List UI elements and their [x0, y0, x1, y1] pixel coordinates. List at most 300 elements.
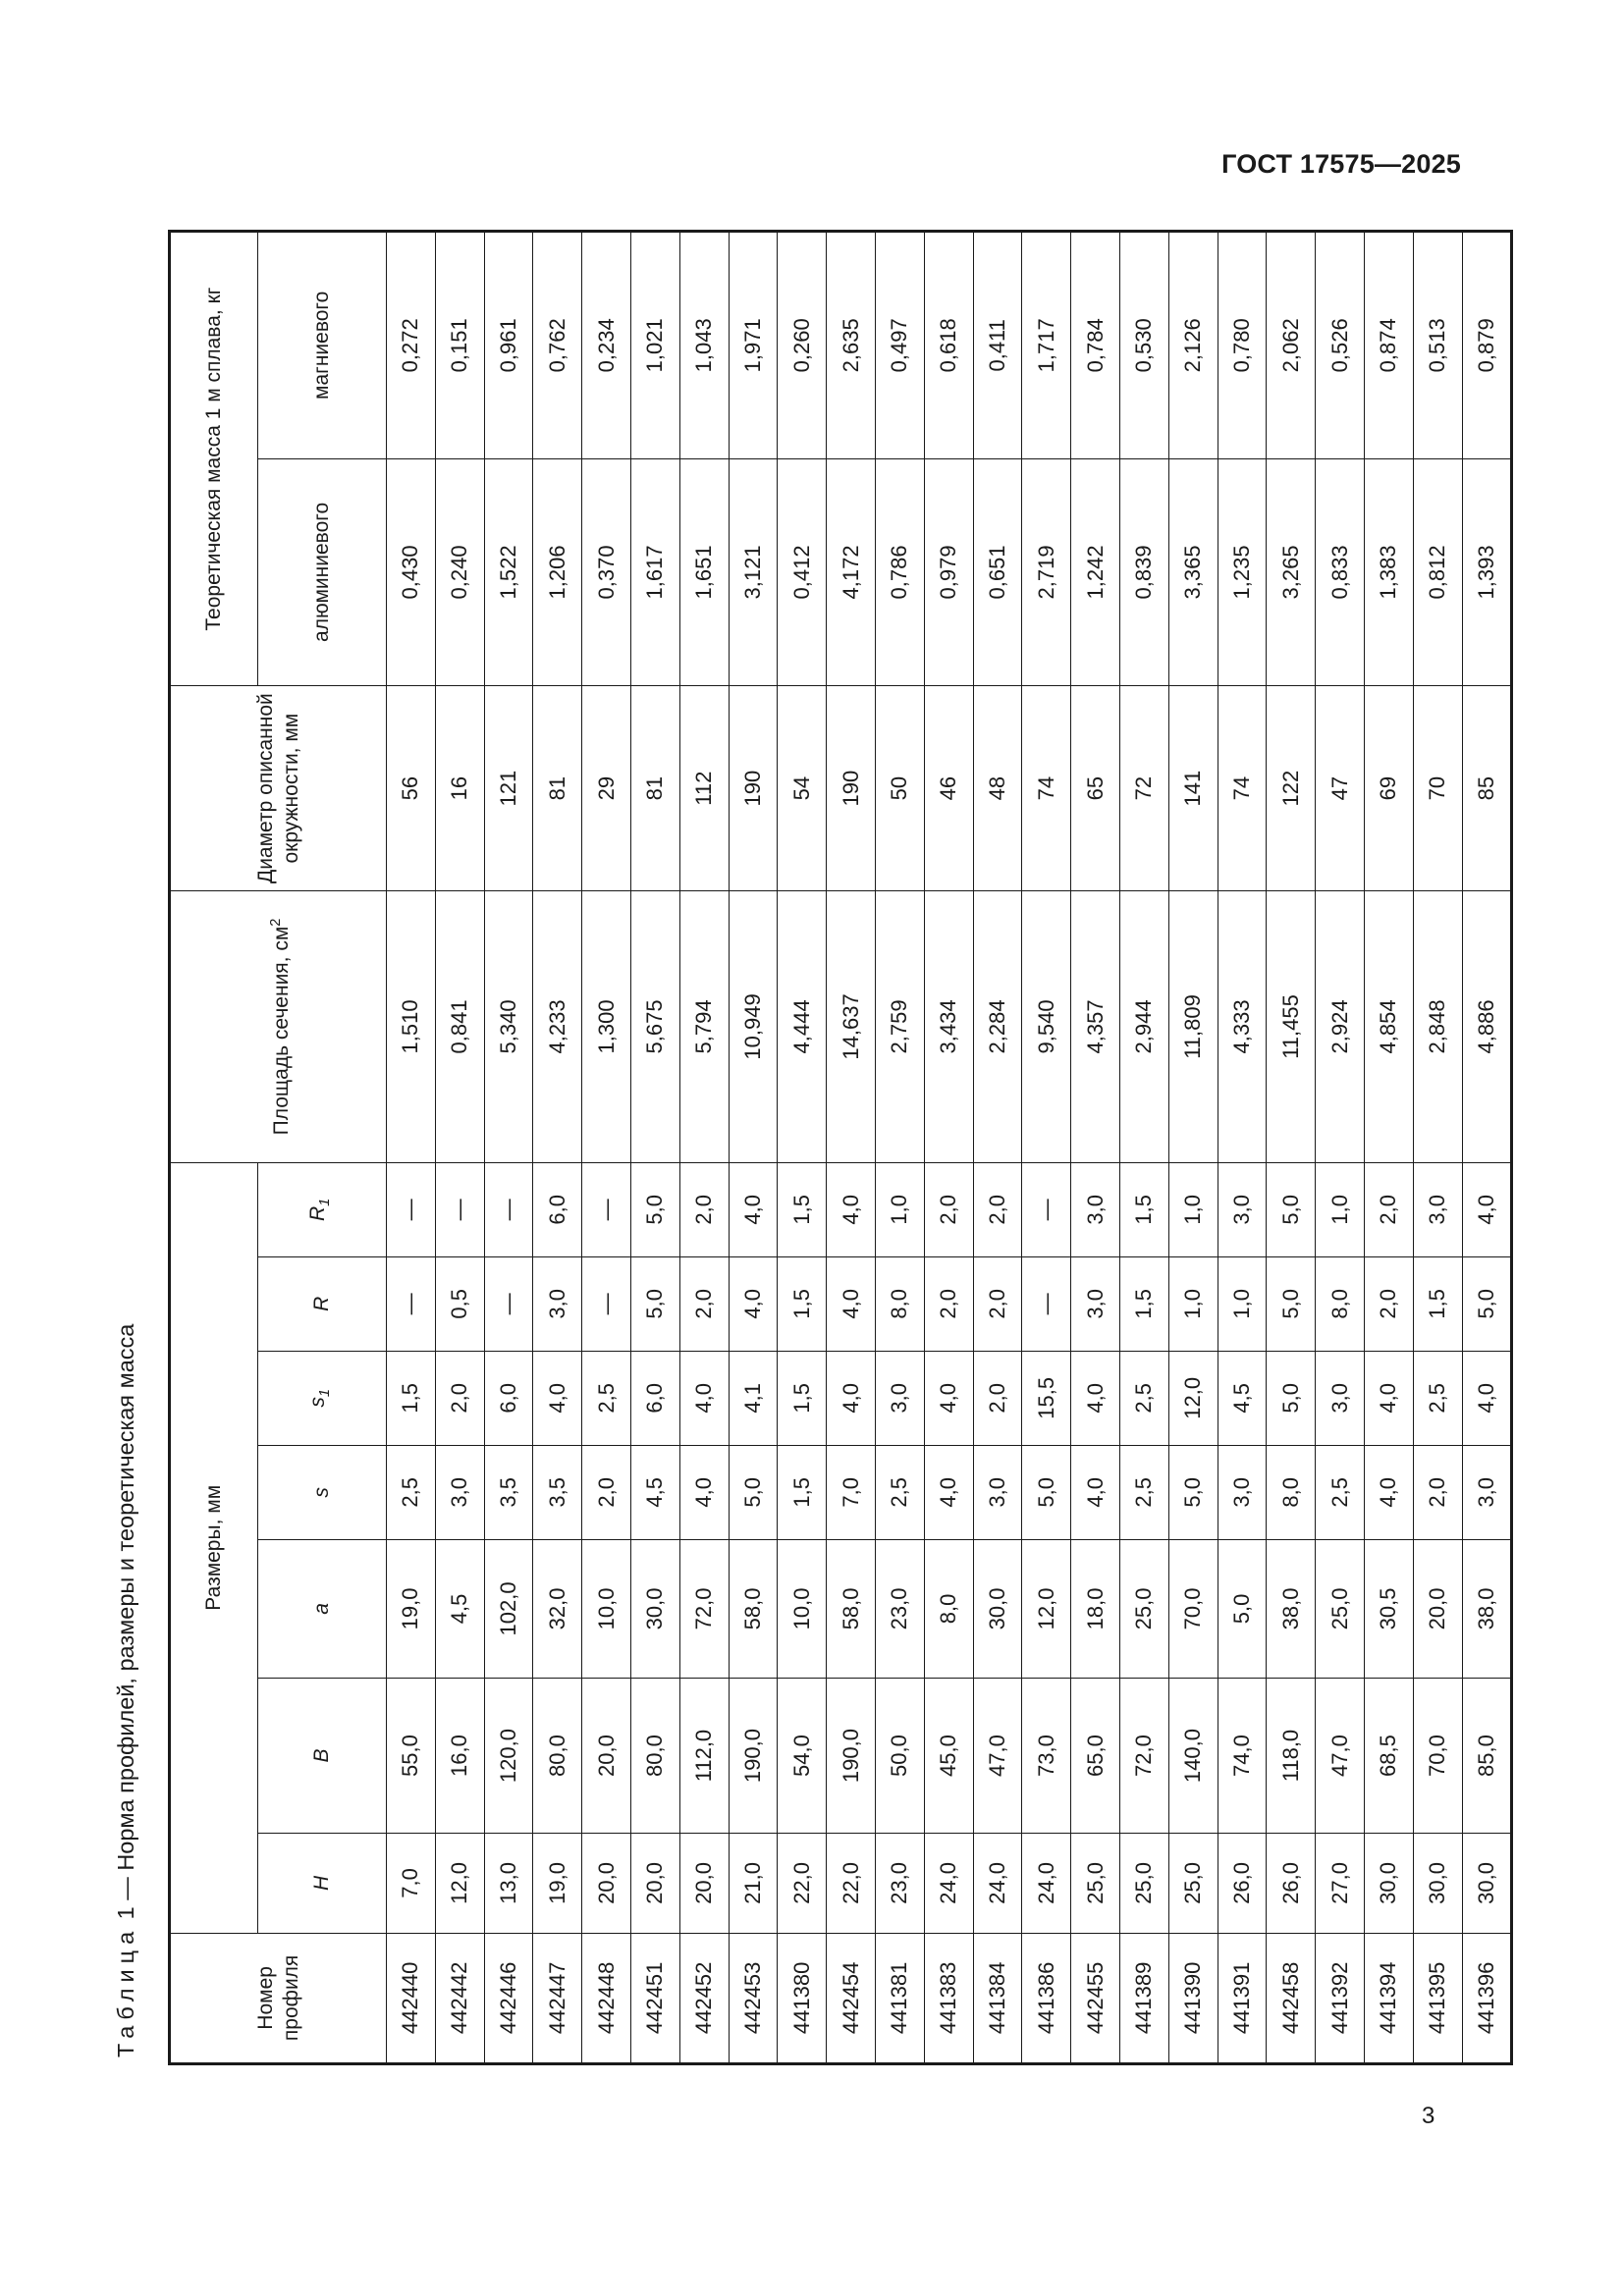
cell-diam: 70 [1413, 686, 1462, 891]
cell-al: 1,651 [679, 458, 729, 686]
header-R1-sub: 1 [317, 1198, 334, 1206]
cell-area: 1,510 [387, 891, 436, 1163]
cell-R1: 2,0 [973, 1162, 1022, 1256]
table-row [729, 232, 778, 2064]
cell-B: 80,0 [533, 1678, 582, 1833]
cell-area: 5,340 [484, 891, 533, 1163]
cell-H: 30,0 [1413, 1834, 1462, 1934]
cell-no: 442454 [827, 1933, 876, 2063]
cell-R1: — [582, 1162, 631, 1256]
table-row [1462, 232, 1512, 2064]
cell-B: 68,5 [1364, 1678, 1413, 1833]
cell-R1: 1,0 [1168, 1162, 1218, 1256]
cell-R: — [1022, 1256, 1071, 1351]
cell-mg: 1,717 [1022, 232, 1071, 459]
cell-R1: 3,0 [1413, 1162, 1462, 1256]
cell-diam: 72 [1119, 686, 1168, 891]
table-row [1168, 232, 1218, 2064]
cell-area: 4,233 [533, 891, 582, 1163]
cell-B: 190,0 [827, 1678, 876, 1833]
cell-s1: 12,0 [1168, 1351, 1218, 1445]
cell-diam: 74 [1218, 686, 1267, 891]
header-profile-number: Номер профиля [170, 1933, 387, 2063]
table-row [1364, 232, 1413, 2064]
cell-s1: 4,0 [679, 1351, 729, 1445]
cell-a: 25,0 [1316, 1539, 1365, 1678]
cell-s1: 2,5 [1413, 1351, 1462, 1445]
cell-s1: 6,0 [484, 1351, 533, 1445]
cell-R: 8,0 [875, 1256, 924, 1351]
cell-area: 3,434 [924, 891, 973, 1163]
cell-R1: 4,0 [827, 1162, 876, 1256]
table-row [387, 232, 436, 2064]
cell-no: 441386 [1022, 1933, 1071, 2063]
profiles-table [168, 230, 1513, 2065]
cell-R: 0,5 [435, 1256, 484, 1351]
cell-s: 3,0 [1218, 1445, 1267, 1539]
cell-s1: 4,0 [1364, 1351, 1413, 1445]
header-R1-base: R [306, 1205, 330, 1221]
cell-R: 1,5 [778, 1256, 827, 1351]
cell-R: 1,5 [1119, 1256, 1168, 1351]
cell-a: 30,0 [973, 1539, 1022, 1678]
cell-R1: 6,0 [533, 1162, 582, 1256]
cell-B: 47,0 [973, 1678, 1022, 1833]
cell-area: 2,924 [1316, 891, 1365, 1163]
cell-B: 55,0 [387, 1678, 436, 1833]
header-s1-sub: 1 [317, 1388, 334, 1398]
cell-area: 2,848 [1413, 891, 1462, 1163]
cell-s: 2,5 [875, 1445, 924, 1539]
cell-R1: 1,0 [875, 1162, 924, 1256]
cell-mg: 0,272 [387, 232, 436, 459]
header-area [170, 891, 387, 1163]
cell-H: 21,0 [729, 1834, 778, 1934]
cell-s: 3,5 [533, 1445, 582, 1539]
cell-H: 30,0 [1364, 1834, 1413, 1934]
cell-R1: 2,0 [1364, 1162, 1413, 1256]
cell-s: 4,0 [1071, 1445, 1120, 1539]
cell-no: 442442 [435, 1933, 484, 2063]
cell-mg: 0,526 [1316, 232, 1365, 459]
cell-a: 18,0 [1071, 1539, 1120, 1678]
cell-R1: 5,0 [630, 1162, 679, 1256]
cell-R: 3,0 [1071, 1256, 1120, 1351]
cell-diam: 69 [1364, 686, 1413, 891]
cell-s: 4,0 [679, 1445, 729, 1539]
cell-R: 2,0 [1364, 1256, 1413, 1351]
cell-R: 2,0 [973, 1256, 1022, 1351]
cell-al: 2,719 [1022, 458, 1071, 686]
cell-no: 441383 [924, 1933, 973, 2063]
cell-B: 20,0 [582, 1678, 631, 1833]
cell-s: 8,0 [1267, 1445, 1316, 1539]
cell-no: 442453 [729, 1933, 778, 2063]
cell-al: 3,265 [1267, 458, 1316, 686]
cell-al: 0,370 [582, 458, 631, 686]
cell-area: 2,759 [875, 891, 924, 1163]
cell-no: 442452 [679, 1933, 729, 2063]
table-row [582, 232, 631, 2064]
cell-area: 2,944 [1119, 891, 1168, 1163]
cell-area: 5,675 [630, 891, 679, 1163]
cell-s1: 15,5 [1022, 1351, 1071, 1445]
table-row [1218, 232, 1267, 2064]
cell-al: 0,812 [1413, 458, 1462, 686]
cell-B: 72,0 [1119, 1678, 1168, 1833]
cell-no: 442440 [387, 1933, 436, 2063]
cell-mg: 1,021 [630, 232, 679, 459]
table-row [827, 232, 876, 2064]
cell-diam: 56 [387, 686, 436, 891]
cell-s: 2,0 [582, 1445, 631, 1539]
table-row [778, 232, 827, 2064]
header-s1 [258, 1351, 387, 1445]
table-row [1267, 232, 1316, 2064]
cell-R: 4,0 [729, 1256, 778, 1351]
cell-R: 1,0 [1168, 1256, 1218, 1351]
cell-mg: 0,497 [875, 232, 924, 459]
cell-mg: 0,874 [1364, 232, 1413, 459]
cell-s: 3,0 [973, 1445, 1022, 1539]
cell-al: 0,651 [973, 458, 1022, 686]
cell-al: 1,383 [1364, 458, 1413, 686]
cell-H: 20,0 [630, 1834, 679, 1934]
cell-s: 2,0 [1413, 1445, 1462, 1539]
cell-B: 70,0 [1413, 1678, 1462, 1833]
cell-diam: 190 [827, 686, 876, 891]
header-s: s [258, 1445, 387, 1539]
cell-no: 442446 [484, 1933, 533, 2063]
header-mass: Теоретическая масса 1 м сплава, кг [170, 232, 258, 686]
cell-area: 10,949 [729, 891, 778, 1163]
cell-area: 11,455 [1267, 891, 1316, 1163]
standard-code: ГОСТ 17575—2025 [1221, 149, 1461, 179]
cell-mg: 0,762 [533, 232, 582, 459]
cell-diam: 65 [1071, 686, 1120, 891]
cell-area: 4,333 [1218, 891, 1267, 1163]
cell-s1: 3,0 [875, 1351, 924, 1445]
rotated-table-block [113, 230, 1498, 2065]
cell-R1: — [1022, 1162, 1071, 1256]
cell-area: 4,357 [1071, 891, 1120, 1163]
cell-diam: 54 [778, 686, 827, 891]
cell-a: 32,0 [533, 1539, 582, 1678]
cell-H: 22,0 [778, 1834, 827, 1934]
cell-s1: 4,0 [924, 1351, 973, 1445]
table-row [973, 232, 1022, 2064]
cell-B: 50,0 [875, 1678, 924, 1833]
cell-R: 4,0 [827, 1256, 876, 1351]
cell-s: 5,0 [1022, 1445, 1071, 1539]
cell-a: 58,0 [827, 1539, 876, 1678]
cell-no: 441381 [875, 1933, 924, 2063]
cell-al: 1,206 [533, 458, 582, 686]
cell-area: 14,637 [827, 891, 876, 1163]
cell-a: 19,0 [387, 1539, 436, 1678]
header-diameter: Диаметр описанной окружности, мм [170, 686, 387, 891]
cell-mg: 0,961 [484, 232, 533, 459]
cell-R1: 1,5 [778, 1162, 827, 1256]
cell-H: 26,0 [1218, 1834, 1267, 1934]
cell-s: 4,5 [630, 1445, 679, 1539]
cell-a: 10,0 [582, 1539, 631, 1678]
cell-B: 54,0 [778, 1678, 827, 1833]
cell-H: 30,0 [1462, 1834, 1512, 1934]
cell-mg: 0,513 [1413, 232, 1462, 459]
cell-diam: 47 [1316, 686, 1365, 891]
cell-R: 3,0 [533, 1256, 582, 1351]
cell-diam: 29 [582, 686, 631, 891]
header-B: B [258, 1678, 387, 1833]
cell-s1: 2,0 [973, 1351, 1022, 1445]
header-H: H [258, 1834, 387, 1934]
cell-al: 1,242 [1071, 458, 1120, 686]
cell-B: 45,0 [924, 1678, 973, 1833]
cell-no: 441389 [1119, 1933, 1168, 2063]
cell-al: 0,786 [875, 458, 924, 686]
cell-R1: — [435, 1162, 484, 1256]
table-row [1071, 232, 1120, 2064]
cell-H: 22,0 [827, 1834, 876, 1934]
cell-al: 4,172 [827, 458, 876, 686]
table-row [924, 232, 973, 2064]
cell-H: 13,0 [484, 1834, 533, 1934]
cell-H: 23,0 [875, 1834, 924, 1934]
cell-s: 5,0 [729, 1445, 778, 1539]
cell-R: 1,0 [1218, 1256, 1267, 1351]
cell-R1: 3,0 [1218, 1162, 1267, 1256]
table-row [875, 232, 924, 2064]
cell-R: — [387, 1256, 436, 1351]
cell-R1: 4,0 [1462, 1162, 1512, 1256]
cell-diam: 81 [630, 686, 679, 891]
cell-s: 5,0 [1168, 1445, 1218, 1539]
cell-B: 74,0 [1218, 1678, 1267, 1833]
cell-mg: 0,234 [582, 232, 631, 459]
cell-H: 24,0 [973, 1834, 1022, 1934]
cell-B: 73,0 [1022, 1678, 1071, 1833]
cell-mg: 0,151 [435, 232, 484, 459]
cell-diam: 122 [1267, 686, 1316, 891]
header-mass-magnesium: магниевого [258, 232, 387, 459]
cell-s: 3,5 [484, 1445, 533, 1539]
cell-a: 72,0 [679, 1539, 729, 1678]
cell-no: 441384 [973, 1933, 1022, 2063]
cell-no: 441392 [1316, 1933, 1365, 2063]
cell-B: 120,0 [484, 1678, 533, 1833]
cell-B: 80,0 [630, 1678, 679, 1833]
header-a: a [258, 1539, 387, 1678]
cell-s1: 6,0 [630, 1351, 679, 1445]
cell-B: 118,0 [1267, 1678, 1316, 1833]
header-R: R [258, 1256, 387, 1351]
cell-s1: 4,1 [729, 1351, 778, 1445]
cell-diam: 121 [484, 686, 533, 891]
cell-H: 25,0 [1168, 1834, 1218, 1934]
cell-B: 47,0 [1316, 1678, 1365, 1833]
cell-area: 4,854 [1364, 891, 1413, 1163]
cell-s: 7,0 [827, 1445, 876, 1539]
cell-R: 5,0 [1462, 1256, 1512, 1351]
cell-mg: 0,260 [778, 232, 827, 459]
cell-no: 442451 [630, 1933, 679, 2063]
cell-s1: 3,0 [1316, 1351, 1365, 1445]
cell-a: 5,0 [1218, 1539, 1267, 1678]
cell-a: 30,0 [630, 1539, 679, 1678]
cell-area: 2,284 [973, 891, 1022, 1163]
header-s1-base: s [306, 1397, 330, 1408]
cell-a: 23,0 [875, 1539, 924, 1678]
header-mass-aluminium: алюминиевого [258, 458, 387, 686]
cell-mg: 0,879 [1462, 232, 1512, 459]
cell-R: 8,0 [1316, 1256, 1365, 1351]
cell-no: 441391 [1218, 1933, 1267, 2063]
cell-H: 12,0 [435, 1834, 484, 1934]
cell-R: 1,5 [1413, 1256, 1462, 1351]
cell-s1: 1,5 [778, 1351, 827, 1445]
cell-B: 112,0 [679, 1678, 729, 1833]
cell-R1: 4,0 [729, 1162, 778, 1256]
cell-a: 8,0 [924, 1539, 973, 1678]
cell-no: 441395 [1413, 1933, 1462, 2063]
cell-al: 0,430 [387, 458, 436, 686]
cell-B: 85,0 [1462, 1678, 1512, 1833]
header-area-sup: 2 [267, 918, 284, 927]
cell-R1: 2,0 [924, 1162, 973, 1256]
cell-s: 2,5 [1316, 1445, 1365, 1539]
cell-al: 1,522 [484, 458, 533, 686]
cell-s: 2,5 [387, 1445, 436, 1539]
cell-a: 20,0 [1413, 1539, 1462, 1678]
cell-s: 1,5 [778, 1445, 827, 1539]
cell-s1: 4,0 [533, 1351, 582, 1445]
cell-area: 11,809 [1168, 891, 1218, 1163]
cell-H: 25,0 [1071, 1834, 1120, 1934]
cell-H: 20,0 [679, 1834, 729, 1934]
cell-diam: 85 [1462, 686, 1512, 891]
cell-area: 4,444 [778, 891, 827, 1163]
cell-s: 3,0 [435, 1445, 484, 1539]
cell-R1: 1,5 [1119, 1162, 1168, 1256]
cell-mg: 2,062 [1267, 232, 1316, 459]
cell-s: 4,0 [1364, 1445, 1413, 1539]
cell-H: 24,0 [924, 1834, 973, 1934]
cell-diam: 48 [973, 686, 1022, 891]
table-caption-prefix: Таблица [113, 1925, 138, 2057]
cell-al: 1,393 [1462, 458, 1512, 686]
header-dimensions: Размеры, мм [170, 1162, 258, 1933]
cell-area: 1,300 [582, 891, 631, 1163]
cell-mg: 0,784 [1071, 232, 1120, 459]
cell-s1: 4,0 [1071, 1351, 1120, 1445]
header-R1 [258, 1162, 387, 1256]
cell-s: 3,0 [1462, 1445, 1512, 1539]
cell-area: 5,794 [679, 891, 729, 1163]
cell-R: — [582, 1256, 631, 1351]
cell-al: 1,617 [630, 458, 679, 686]
cell-H: 7,0 [387, 1834, 436, 1934]
cell-no: 441396 [1462, 1933, 1512, 2063]
cell-mg: 0,530 [1119, 232, 1168, 459]
cell-s1: 4,0 [1462, 1351, 1512, 1445]
cell-s1: 2,5 [1119, 1351, 1168, 1445]
cell-s1: 5,0 [1267, 1351, 1316, 1445]
table-row [484, 232, 533, 2064]
cell-a: 25,0 [1119, 1539, 1168, 1678]
cell-a: 58,0 [729, 1539, 778, 1678]
cell-R1: — [484, 1162, 533, 1256]
cell-mg: 2,635 [827, 232, 876, 459]
cell-al: 1,235 [1218, 458, 1267, 686]
cell-a: 10,0 [778, 1539, 827, 1678]
cell-a: 102,0 [484, 1539, 533, 1678]
cell-s1: 1,5 [387, 1351, 436, 1445]
cell-s1: 2,0 [435, 1351, 484, 1445]
cell-R1: 1,0 [1316, 1162, 1365, 1256]
cell-diam: 141 [1168, 686, 1218, 891]
header-area-text: Площадь сечения, см [269, 926, 293, 1136]
cell-al: 0,979 [924, 458, 973, 686]
cell-R: 5,0 [1267, 1256, 1316, 1351]
cell-R: — [484, 1256, 533, 1351]
cell-al: 0,833 [1316, 458, 1365, 686]
cell-diam: 46 [924, 686, 973, 891]
table-body [387, 232, 1512, 2064]
cell-no: 441394 [1364, 1933, 1413, 2063]
table-caption [113, 1324, 139, 2057]
cell-H: 24,0 [1022, 1834, 1071, 1934]
cell-mg: 0,780 [1218, 232, 1267, 459]
cell-mg: 1,043 [679, 232, 729, 459]
cell-R: 5,0 [630, 1256, 679, 1351]
cell-a: 70,0 [1168, 1539, 1218, 1678]
cell-al: 0,412 [778, 458, 827, 686]
table-row [1119, 232, 1168, 2064]
cell-mg: 1,971 [729, 232, 778, 459]
cell-s: 2,5 [1119, 1445, 1168, 1539]
cell-al: 0,839 [1119, 458, 1168, 686]
cell-no: 442455 [1071, 1933, 1120, 2063]
cell-s: 4,0 [924, 1445, 973, 1539]
cell-s1: 2,5 [582, 1351, 631, 1445]
cell-a: 4,5 [435, 1539, 484, 1678]
cell-H: 19,0 [533, 1834, 582, 1934]
page-number: 3 [1422, 2103, 1435, 2129]
cell-diam: 190 [729, 686, 778, 891]
cell-diam: 16 [435, 686, 484, 891]
table-caption-text: 1 — Норма профилей, размеры и теоретическая масса [113, 1323, 138, 1926]
cell-no: 442458 [1267, 1933, 1316, 2063]
table-row [679, 232, 729, 2064]
cell-area: 0,841 [435, 891, 484, 1163]
cell-B: 16,0 [435, 1678, 484, 1833]
cell-B: 65,0 [1071, 1678, 1120, 1833]
cell-a: 38,0 [1462, 1539, 1512, 1678]
cell-s1: 4,0 [827, 1351, 876, 1445]
cell-H: 26,0 [1267, 1834, 1316, 1934]
cell-H: 25,0 [1119, 1834, 1168, 1934]
cell-diam: 112 [679, 686, 729, 891]
cell-R1: 2,0 [679, 1162, 729, 1256]
cell-no: 442448 [582, 1933, 631, 2063]
cell-diam: 50 [875, 686, 924, 891]
cell-mg: 0,411 [973, 232, 1022, 459]
cell-diam: 81 [533, 686, 582, 891]
cell-H: 20,0 [582, 1834, 631, 1934]
cell-R1: 3,0 [1071, 1162, 1120, 1256]
cell-H: 27,0 [1316, 1834, 1365, 1934]
